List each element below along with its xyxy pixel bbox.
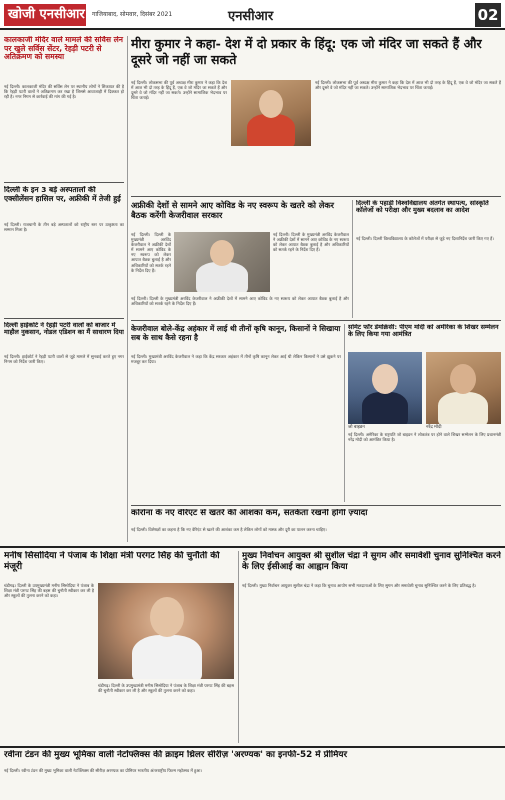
summit-body: नई दिल्ली। अमेरिका के राष्ट्रपति जो बाइडन ने लोकतंत्र पर होने वाले शिखर सम्मेलन के लिए प्रधानमंत्री नरेंद्र मोदी को आमंत्रित किया है। (348, 432, 501, 443)
biden-caption: जो बाइडन (348, 425, 365, 430)
section-label: एनसीआर (228, 9, 274, 24)
dateline: गाजियाबाद, सोमवार, दिसंबर 2021 (92, 11, 173, 18)
sisodia-photo (98, 583, 234, 679)
chandra-headline-block (242, 551, 501, 581)
page-number: 02 (475, 3, 501, 27)
column-divider (127, 36, 128, 542)
meira-body-continued: नई दिल्ली। लोकसभा की पूर्व अध्यक्ष मीरा कुमार ने कहा कि देश में आज भी दो तरह के हिंदू हैं, एक वे जो मंदिर जा सकते हैं और दूसरे वे जो मंदिर नहीं जा सकते। उन्होंने सामाजिक भेदभाव पर चिंता जताई। (315, 80, 501, 91)
column-divider (238, 551, 239, 743)
person-head (210, 240, 234, 266)
section-divider (0, 546, 505, 548)
newspaper-brand: खोजी एनसीआर (4, 4, 86, 26)
person-head (150, 597, 184, 637)
ews-headline-block (4, 186, 124, 220)
person-figure (196, 262, 248, 292)
meira-headline-block (131, 36, 501, 78)
kalkaji-headline: कालकाजी मंदिर वाले मामले की सर्विस लेन पर खुले सर्विस सेंटर, रेहड़ी पटरी से अतिक्रमण को समस्या (4, 36, 124, 62)
farmers-headline-block (131, 324, 341, 352)
person-figure (362, 392, 408, 424)
person-figure (438, 392, 488, 424)
africa-headline-block (131, 200, 349, 230)
delhi-univ-body: नई दिल्ली। दिल्ली विश्वविद्यालय के कॉलेजों में परीक्षा से जुड़े नए दिशानिर्देश जारी किए गए हैं। (356, 236, 494, 241)
modi-caption: नरेंद्र मोदी (426, 425, 442, 430)
rehri-body: नई दिल्ली। हाईकोर्ट ने रेहड़ी पटरी वालों से जुड़े मामले में सुनवाई करते हुए नगर निगम को निर्देश जारी किए। (4, 354, 124, 365)
section-divider (0, 746, 505, 748)
africa-body-right: नई दिल्ली। दिल्ली के मुख्यमंत्री अरविंद केजरीवाल ने अफ्रीकी देशों में सामने आए कोविड के नए स्वरूप को लेकर आपात बैठक बुलाई है और अधिकारियों को सतर्क रहने के निर्देश दिए हैं। (273, 232, 349, 253)
africa-body-lower: नई दिल्ली। दिल्ली के मुख्यमंत्री अरविंद केजरीवाल ने अफ्रीकी देशों में सामने आए कोविड के नए स्वरूप को लेकर आपात बैठक बुलाई है और अधिकारियों को सतर्क रहने के निर्देश दिए हैं। (131, 296, 349, 307)
chandra-body: नई दिल्ली। मुख्य निर्वाचन आयुक्त सुशील चंद्रा ने कहा कि चुनाव आयोग सभी मतदाताओं के लिए सुगम और समावेशी चुनाव सुनिश्चित करने के लिए प्रतिबद्ध है। (242, 583, 477, 588)
africa-headline: अफ्रीकी देशों से सामने आए कोविड के नए स्वरूप के खतरे को लेकर बैठक करेंगी केजरीवाल सरकार (131, 200, 335, 220)
summit-headline-block (348, 324, 501, 350)
corona-headline: कोरोना के नए वेरिएंट से खतरे की आशंका कम, सतर्कता रखनी होगी ज़्यादा (131, 509, 368, 518)
meira-headline: मीरा कुमार ने कहा- देश में दो प्रकार के हिंदू: एक जो मंदिर जा सकते हैं और दूसरे जो नहीं जा सकते (131, 36, 482, 67)
meira-kumar-photo (231, 80, 311, 146)
divider (131, 196, 501, 197)
kejriwal-photo (174, 232, 270, 292)
ews-headline: दिल्ली के इन 3 बड़े अस्पतालों की एक्सीलेंसन हासिल पर, अफ्रीकी में तेजी हुई (4, 186, 121, 203)
biden-photo (348, 352, 422, 424)
raveena-headline: रवीना टंडन की मुख्य भूमिका वाली नेटफ्लिक्स की क्राइम थ्रिलर सीरीज़ 'अरण्यक' का इनफी-52 में प्रीमियर (4, 750, 348, 760)
sisodia-body: चंडीगढ़। दिल्ली के उपमुख्यमंत्री मनीष सिसोदिया ने पंजाब के शिक्षा मंत्री परगट सिंह की बहस की चुनौती स्वीकार कर ली है और स्कूलों की तुलना करने को कहा। (4, 583, 94, 599)
farmers-headline: केजरीवाल बोले-केंद्र अहंकार में लाई थी तीनों कृषि कानून, किसानों ने सिखाया सब के साथ कैसे रहना है (131, 324, 341, 342)
delhi-univ-headline: दिल्ली के पहाड़ी विश्वविद्यालय अंतर्गत स्थापत्य, सांस्कृति कॉलेजों को परीक्षा और मुख्य बदलाव का आदेश (356, 200, 489, 215)
corona-body: नई दिल्ली। विशेषज्ञों का कहना है कि नए वेरिएंट से खतरे की आशंका कम है लेकिन लोगों को मास्क और दूरी का पालन करना चाहिए। (131, 527, 327, 532)
kalkaji-headline-block (4, 36, 124, 82)
kalkaji-body: नई दिल्ली। कालकाजी मंदिर की सर्विस लेन पर स्थानीय लोगों ने शिकायत की है कि रेहड़ी पटरी वालों ने अतिक्रमण कर रखा है जिससे आवाजाही में दिक्कत हो रही है। नगर निगम से कार्रवाई की मांग की गई है। (4, 84, 124, 100)
corona-headline-block (131, 509, 501, 525)
person-figure (247, 114, 295, 146)
sisodia-headline-block (4, 551, 234, 581)
raveena-headline-block (4, 750, 501, 766)
raveena-body: नई दिल्ली। रवीना टंडन की मुख्य भूमिका वाली नेटफ्लिक्स की सीरीज़ अरण्यक का प्रीमियर भारतीय अंतरराष्ट्रीय फिल्म महोत्सव में हुआ। (4, 768, 203, 773)
person-head (259, 90, 283, 118)
column-divider (352, 200, 353, 318)
ews-body: नई दिल्ली। राजधानी के तीन बड़े अस्पतालों को राष्ट्रीय स्तर पर उत्कृष्टता का सम्मान मिला है। (4, 222, 124, 233)
masthead (0, 0, 505, 30)
sisodia-body-continued: चंडीगढ़। दिल्ली के उपमुख्यमंत्री मनीष सिसोदिया ने पंजाब के शिक्षा मंत्री परगट सिंह की बहस की चुनौती स्वीकार कर ली है और स्कूलों की तुलना करने को कहा। (98, 683, 234, 694)
delhi-univ-headline-block (356, 200, 501, 234)
rehri-headline: दिल्ली हाईकोर्ट ने रेहड़ी पटरी वालों को बाजार में माहौल नुकसान, नोडल एडिशन का मैं साधारण दिया (4, 322, 124, 337)
meira-body: नई दिल्ली। लोकसभा की पूर्व अध्यक्ष मीरा कुमार ने कहा कि देश में आज भी दो तरह के हिंदू हैं, एक वे जो मंदिर जा सकते हैं और दूसरे वे जो मंदिर नहीं जा सकते। उन्होंने सामाजिक भेदभाव पर चिंता जताई। (131, 80, 227, 101)
divider (131, 320, 501, 321)
modi-photo (426, 352, 501, 424)
africa-body: नई दिल्ली। दिल्ली के मुख्यमंत्री अरविंद केजरीवाल ने अफ्रीकी देशों में सामने आए कोविड के नए स्वरूप को लेकर आपात बैठक बुलाई है और अधिकारियों को सतर्क रहने के निर्देश दिए हैं। (131, 232, 171, 273)
divider (4, 318, 124, 319)
person-figure (132, 635, 202, 679)
farmers-body: नई दिल्ली। मुख्यमंत्री अरविंद केजरीवाल ने कहा कि केंद्र सरकार अहंकार में तीनों कृषि कानून लेकर आई थी लेकिन किसानों ने उसे झुकने पर मजबूर कर दिया। (131, 354, 341, 365)
chandra-headline: मुख्य निर्वाचन आयुक्त श्री सुशील चंद्रा ने सुगम और समावेशी चुनाव सुनिश्चित करने के लिए ईसीआई का आह्वान किया (242, 551, 501, 572)
column-divider (344, 324, 345, 502)
person-head (372, 364, 398, 394)
sisodia-headline: मनीष सिसोदिया ने पंजाब के शिक्षा मंत्री परगट सिंह की चुनौती की मंजूरी (4, 551, 220, 572)
rehri-headline-block (4, 322, 124, 352)
summit-headline: समिट फॉर डेमोक्रेसी: पीएम मोदी को अमेरिका के शिखर सम्मेलन के लिए किया गया आमंत्रित (348, 324, 499, 339)
divider (131, 505, 501, 506)
divider (4, 182, 124, 183)
person-head (450, 364, 476, 394)
